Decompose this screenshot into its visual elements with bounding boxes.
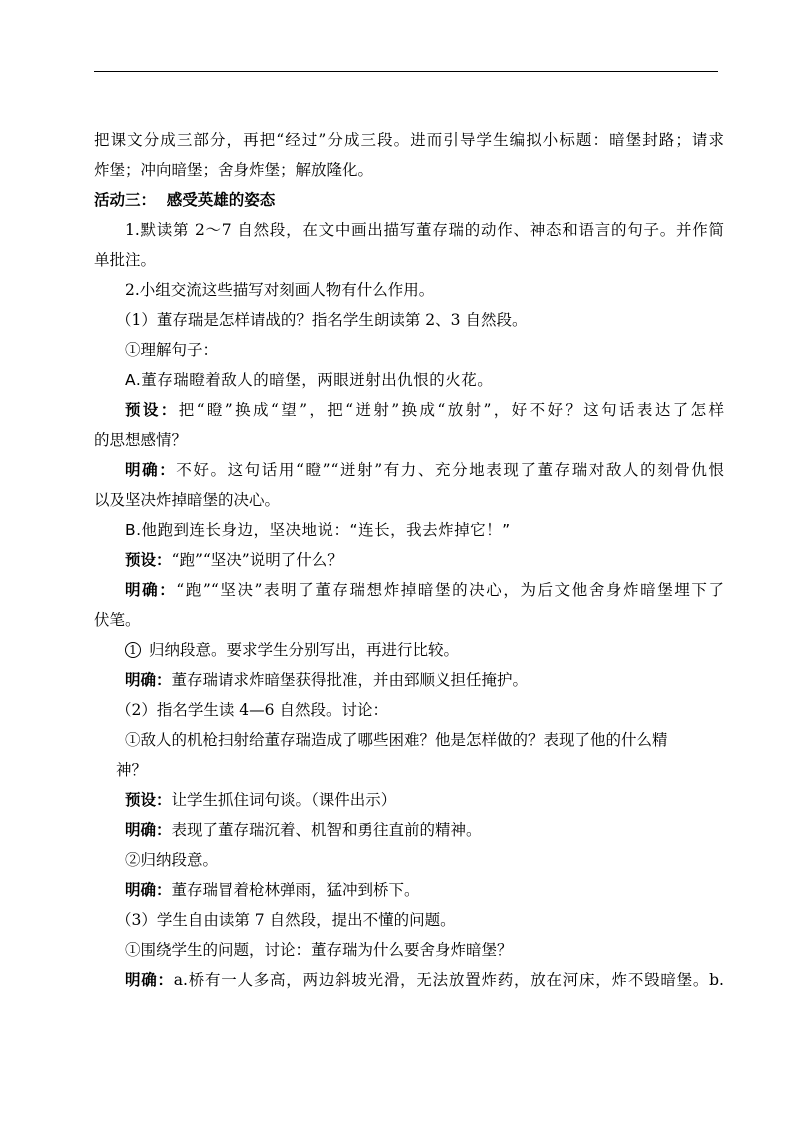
section-heading: 活动三： 感受英雄的姿态: [94, 190, 276, 209]
circled-number: 1: [125, 642, 141, 658]
paragraph-line: 2.小组交流这些描写对刻画人物有什么作用。: [125, 281, 435, 299]
paragraph-line: [94, 665, 724, 695]
paragraph-line: ①理解句子：: [125, 341, 219, 359]
document-body: [94, 125, 724, 995]
line-text: 归纳段意。要求学生分别写出，再进行比较。: [149, 641, 460, 659]
answer-label: 明确：: [125, 460, 177, 479]
quoted-sentence: B.他跑到连长身边，坚决地说：“连长，我去炸掉它！”: [125, 521, 511, 539]
paragraph-line: 单批注。: [94, 251, 157, 269]
preset-label: 预设：: [125, 400, 179, 419]
header-rule: [94, 71, 718, 72]
paragraph-line: （3）学生自由读第 7 自然段，提出不懂的问题。: [116, 911, 456, 929]
paragraph-line: [94, 875, 724, 905]
answer-label: 明确：: [125, 670, 172, 689]
line-text: 表现了董存瑞沉着、机智和勇往直前的精神。: [171, 821, 482, 839]
paragraph-line: 以及坚决炸掉暗堡的决心。: [94, 491, 281, 509]
paragraph-line: [94, 455, 724, 485]
paragraph-line: ①敌人的机枪扫射给董存瑞造成了哪些困难？他是怎样做的？表现了他的什么精: [125, 731, 668, 749]
paragraph-line: ①围绕学生的问题，讨论：董存瑞为什么要舍身炸暗堡？: [125, 941, 513, 959]
paragraph-line: ②归纳段意。: [125, 851, 219, 869]
answer-label: 明确：: [125, 970, 174, 989]
answer-label: 明确：: [125, 820, 172, 839]
paragraph-line: [94, 545, 724, 575]
paragraph-line: （2）指名学生读 4—6 自然段。讨论：: [116, 701, 388, 719]
line-text: 董存瑞冒着枪林弹雨，猛冲到桥下。: [171, 881, 420, 899]
paragraph-line: 神？: [116, 761, 148, 779]
answer-label: 明确：: [125, 580, 177, 599]
line-text: a.桥有一人多高，两边斜坡光滑，无法放置炸药，放在河床，炸不毁暗堡。b.: [173, 971, 724, 989]
line-text: 不好。这句话用“瞪”“迸射”有力、充分地表现了董存瑞对敌人的刻骨仇恨: [176, 461, 724, 479]
paragraph-line: （1）董存瑞是怎样请战的？指名学生朗读第 2、3 自然段。: [116, 311, 528, 329]
answer-label: 明确：: [125, 880, 172, 899]
paragraph-line: [94, 785, 724, 815]
paragraph-line: [94, 965, 724, 995]
paragraph-line: [94, 575, 724, 605]
line-text: 把“瞪”换成“望”，把“迸射”换成“放射”，好不好？这句话表达了怎样: [178, 401, 724, 419]
quoted-sentence: A.董存瑞瞪着敌人的暗堡，两眼迸射出仇恨的火花。: [125, 371, 494, 389]
paragraph-line: [94, 815, 724, 845]
preset-label: 预设：: [125, 790, 172, 809]
paragraph-line: 伏笔。: [94, 611, 141, 629]
paragraph-line: [94, 395, 724, 425]
paragraph-line: 的思想感情？: [94, 431, 188, 449]
line-text: “跑”“坚决”表明了董存瑞想炸掉暗堡的决心，为后文他舍身炸暗堡埋下了: [176, 581, 724, 599]
line-text: “跑”“坚决”说明了什么？: [171, 551, 343, 569]
paragraph-line: [94, 635, 724, 665]
paragraph-line: 把课文分成三部分，再把“经过”分成三段。进而引导学生编拟小标题：暗堡封路；请求: [94, 131, 724, 149]
paragraph-line: 炸堡；冲向暗堡；舍身炸堡；解放隆化。: [94, 161, 374, 179]
paragraph-line: 1.默读第 2～7 自然段，在文中画出描写董存瑞的动作、神态和语言的句子。并作简: [125, 221, 724, 239]
line-text: 让学生抓住词句谈。（课件出示）: [171, 791, 397, 809]
preset-label: 预设：: [125, 550, 172, 569]
line-text: 董存瑞请求炸暗堡获得批准，并由郅顺义担任掩护。: [171, 671, 529, 689]
